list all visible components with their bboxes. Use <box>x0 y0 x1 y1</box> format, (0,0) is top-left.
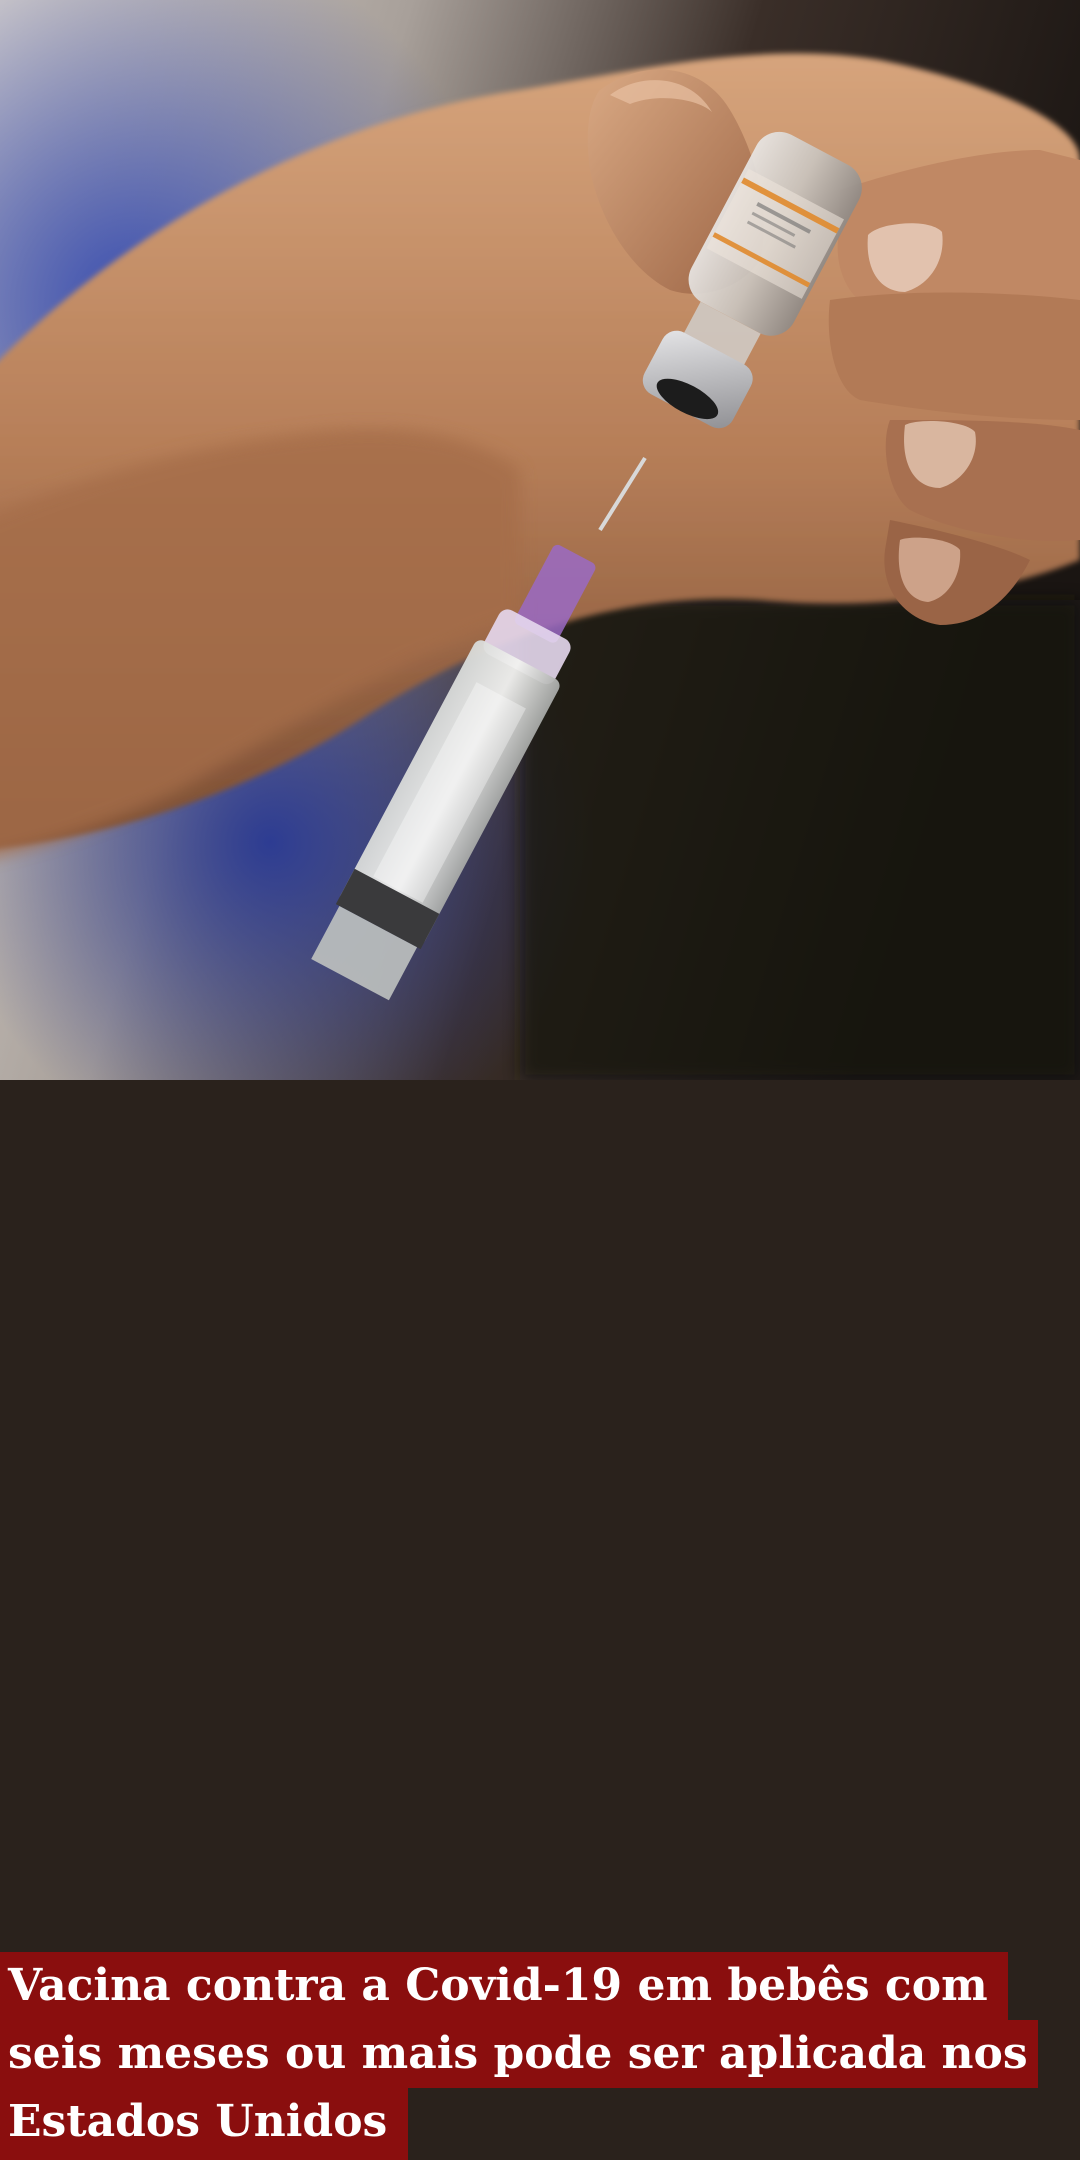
headline-line-3: Estados Unidos <box>0 2088 408 2160</box>
headline-line-2: seis meses ou mais pode ser aplicada nos <box>0 2020 1038 2088</box>
headline-line-1: Vacina contra a Covid-19 em bebês com <box>0 1952 1008 2020</box>
